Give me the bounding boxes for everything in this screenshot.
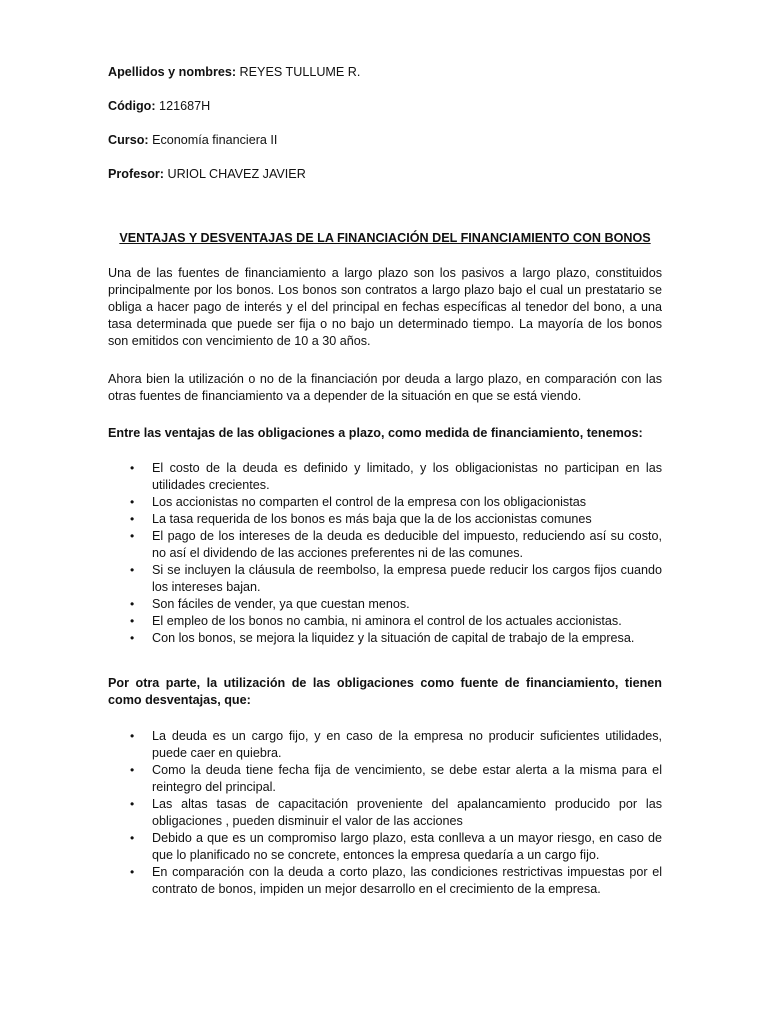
list-item-text: Son fáciles de vender, ya que cuestan menos. <box>152 597 410 611</box>
list-item <box>108 511 662 528</box>
list-item <box>108 613 662 630</box>
list-item-text: La deuda es un cargo fijo, y en caso de la empresa no producir suficientes utilidades, puede caer en quiebra. <box>152 729 662 760</box>
list-item-text: Los accionistas no comparten el control de la empresa con los obligacionistas <box>152 495 587 509</box>
bullet-icon: • <box>130 529 135 543</box>
professor-label: Profesor: <box>108 167 164 181</box>
advantages-list <box>108 460 662 647</box>
professor-value: URIOL CHAVEZ JAVIER <box>163 167 306 181</box>
bullet-icon: • <box>130 461 135 475</box>
bullet-icon: • <box>130 631 135 645</box>
bullet-icon: • <box>130 614 135 628</box>
list-item-text: Con los bonos, se mejora la liquidez y la situación de capital de trabajo de la empresa. <box>152 631 635 645</box>
code-label: Código: <box>108 99 156 113</box>
student-name-line <box>108 64 662 81</box>
intro-paragraph: Una de las fuentes de financiamiento a largo plazo son los pasivos a largo plazo, constituidos principalmente por los bonos. Los bonos son contratos a largo plazo bajo el cual un prestatario se obliga a hacer pago de interés y el del principal en fechas específicas al tenedor del bono, a una tasa determinada que puede ser fija o no bajo un determinado tiempo. La mayoría de los bonos son emitidos con vencimiento de 10 a 30 años. <box>108 266 662 348</box>
bullet-icon: • <box>130 797 135 811</box>
list-item <box>108 630 662 647</box>
advantages-heading: Entre las ventajas de las obligaciones a plazo, como medida de financiamiento, tenemos: <box>108 426 643 440</box>
second-paragraph: Ahora bien la utilización o no de la financiación por deuda a largo plazo, en comparación con las otras fuentes de financiamiento va a depender de la situación en que se está viendo. <box>108 372 662 403</box>
bullet-icon: • <box>130 495 135 509</box>
bullet-icon: • <box>130 729 135 743</box>
professor-line <box>108 166 662 183</box>
list-item <box>108 460 662 494</box>
document-page <box>108 64 662 896</box>
student-name-value: REYES TULLUME R. <box>236 65 361 79</box>
bullet-icon: • <box>130 831 135 845</box>
bullet-icon: • <box>130 563 135 577</box>
disadvantages-heading: Por otra parte, la utilización de las obligaciones como fuente de financiamiento, tienen como desventajas, que: <box>108 676 662 707</box>
document-title: VENTAJAS Y DESVENTAJAS DE LA FINANCIACIÓN DEL FINANCIAMIENTO CON BONOS <box>119 231 651 245</box>
code-line <box>108 98 662 115</box>
list-item <box>108 562 662 596</box>
list-item-text: Las altas tasas de capacitación proveniente del apalancamiento producido por las obligaciones , pueden disminuir el valor de las acciones <box>152 797 662 828</box>
code-value: 121687H <box>155 99 211 113</box>
bullet-icon: • <box>130 512 135 526</box>
list-item-text: Si se incluyen la cláusula de reembolso, la empresa puede reducir los cargos fijos cuando los intereses bajan. <box>152 563 662 594</box>
disadvantages-list <box>108 728 662 898</box>
list-item <box>108 728 662 762</box>
bullet-icon: • <box>130 763 135 777</box>
course-value: Economía financiera II <box>148 133 278 147</box>
list-item-text: Como la deuda tiene fecha fija de vencimiento, se debe estar alerta a la misma para el reintegro del principal. <box>152 763 662 794</box>
list-item <box>108 596 662 613</box>
list-item <box>108 864 662 898</box>
list-item <box>108 762 662 796</box>
list-item <box>108 494 662 511</box>
list-item-text: En comparación con la deuda a corto plazo, las condiciones restrictivas impuestas por el contrato de bonos, impiden un mejor desarrollo en el crecimiento de la empresa. <box>152 865 662 896</box>
list-item <box>108 796 662 830</box>
course-line <box>108 132 662 149</box>
list-item-text: La tasa requerida de los bonos es más baja que la de los accionistas comunes <box>152 512 592 526</box>
list-item-text: El costo de la deuda es definido y limitado, y los obligacionistas no participan en las utilidades crecientes. <box>152 461 662 492</box>
student-name-label: Apellidos y nombres: <box>108 65 237 79</box>
course-label: Curso: <box>108 133 149 147</box>
list-item <box>108 830 662 864</box>
bullet-icon: • <box>130 597 135 611</box>
bullet-icon: • <box>130 865 135 879</box>
list-item-text: El pago de los intereses de la deuda es deducible del impuesto, reduciendo así su costo, no así el dividendo de las acciones preferentes ni de las comunes. <box>152 529 662 560</box>
list-item-text: Debido a que es un compromiso largo plazo, esta conlleva a un mayor riesgo, en caso de que lo planificado no se concrete, entonces la empresa quedaría a un cargo fijo. <box>152 831 662 862</box>
list-item <box>108 528 662 562</box>
list-item-text: El empleo de los bonos no cambia, ni aminora el control de los actuales accionistas. <box>152 614 622 628</box>
